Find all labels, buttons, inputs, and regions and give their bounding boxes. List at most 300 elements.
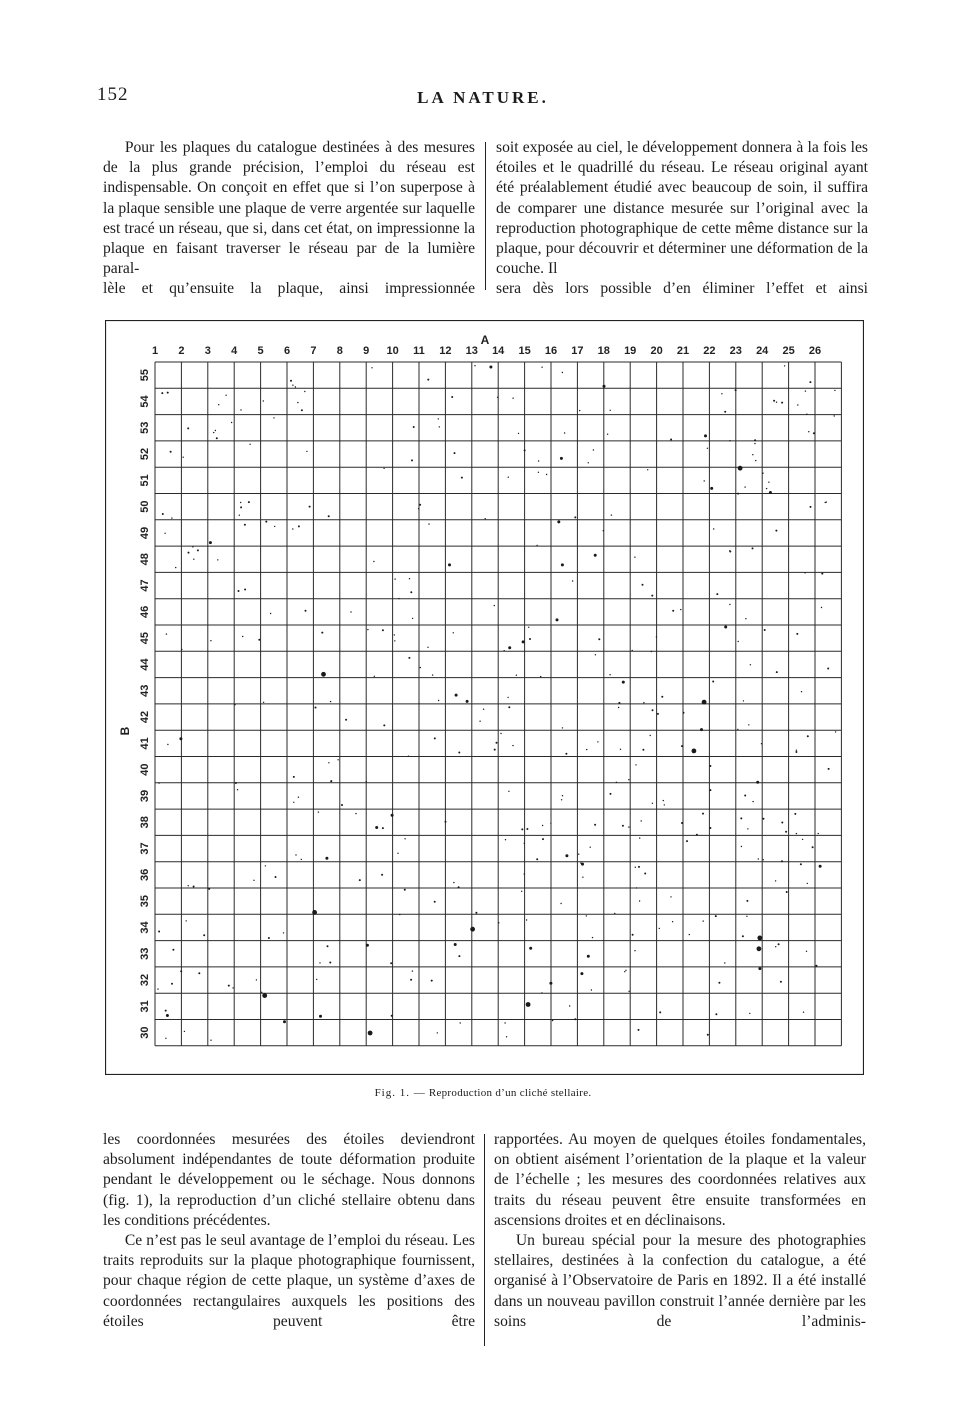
star-dot — [611, 514, 612, 515]
star-dot — [796, 633, 798, 635]
row-label: 37 — [138, 842, 151, 855]
row-label: 46 — [138, 605, 151, 618]
star-dot — [529, 638, 531, 640]
star-dot — [778, 943, 780, 945]
star-dot — [729, 440, 730, 441]
star-dot — [755, 460, 756, 461]
column-label: 13 — [465, 345, 478, 357]
star-dot — [458, 955, 460, 957]
star-dot — [399, 914, 400, 915]
star-dot — [494, 749, 496, 751]
row-label: 42 — [138, 710, 151, 724]
star-dot — [761, 743, 762, 744]
star-dot — [235, 782, 237, 784]
star-dot — [161, 392, 163, 394]
star-dot — [795, 751, 797, 753]
star-dot — [275, 876, 277, 878]
star-dot — [590, 847, 591, 848]
star-dot — [305, 610, 307, 612]
star-dot — [218, 404, 219, 405]
star-dot — [179, 737, 182, 740]
star-dot — [810, 506, 812, 508]
star-dot — [167, 744, 168, 745]
star-dot — [700, 728, 703, 731]
star-dot — [434, 737, 436, 739]
star-dot — [721, 393, 722, 394]
star-dot — [818, 833, 819, 834]
star-dot — [451, 396, 453, 398]
star-dot — [628, 991, 629, 992]
star-dot — [157, 988, 158, 989]
star-dot — [508, 706, 510, 708]
star-dot — [526, 828, 528, 830]
star-dot — [268, 937, 270, 939]
star-dot — [781, 822, 783, 824]
star-dot — [394, 640, 395, 641]
star-dot — [240, 409, 241, 410]
star-dot — [408, 657, 410, 659]
star-dot — [750, 664, 751, 665]
star-dot — [651, 595, 653, 597]
star-dot — [536, 545, 537, 546]
star-dot — [735, 389, 737, 391]
star-dot — [561, 563, 564, 566]
paragraph: Un bureau spécial pour la mesure des photographies stellaires, destinées à la confection du catalogue, a été organisé à l’Observatoire de Paris en 1892. Il a été installé dans un nouveau pavillon construit l’année dernière par les soins de l’adminis- — [494, 1232, 866, 1330]
column-label: 12 — [439, 345, 452, 357]
star-dot — [709, 789, 711, 791]
star-dot — [572, 580, 573, 581]
marker-a-label: A — [480, 333, 490, 347]
star-dot — [315, 707, 317, 709]
star-dot — [167, 392, 169, 394]
star-dot — [773, 400, 775, 402]
star-dot — [455, 694, 458, 697]
star-dot — [489, 366, 492, 369]
star-dot — [359, 879, 361, 881]
row-label: 39 — [138, 789, 151, 803]
star-dot — [704, 480, 705, 481]
star-dot — [764, 629, 766, 631]
star-dot — [808, 431, 809, 432]
column-label: 15 — [518, 345, 531, 357]
star-dot — [274, 526, 275, 527]
column-label: 16 — [544, 345, 558, 357]
star-dot — [498, 922, 499, 923]
top-right-column — [496, 138, 868, 300]
star-dot — [253, 880, 254, 881]
star-dot — [505, 839, 506, 840]
star-dot — [350, 611, 351, 612]
star-dot — [164, 533, 165, 534]
star-dot — [412, 618, 413, 619]
row-label: 44 — [138, 658, 151, 671]
star-dot — [724, 962, 725, 963]
star-dot — [240, 502, 241, 503]
star-dot — [306, 451, 307, 452]
star-dot — [758, 967, 761, 970]
star-dot — [650, 735, 651, 736]
star-dot — [165, 1010, 167, 1012]
star-dot — [337, 759, 338, 760]
star-dot — [689, 934, 690, 935]
star-dot — [210, 1040, 211, 1041]
figure-frame — [106, 321, 864, 1075]
star-dot — [786, 891, 788, 893]
star-dot — [638, 866, 640, 868]
star-dot — [244, 589, 246, 591]
star-dot — [796, 833, 797, 834]
star-dot — [210, 640, 211, 641]
star-dot — [594, 554, 597, 557]
star-dot — [518, 433, 519, 434]
column-label: 3 — [204, 345, 211, 357]
column-label: 1 — [151, 345, 159, 357]
star-dot — [312, 910, 317, 915]
star-dot — [209, 541, 212, 544]
star-dot — [628, 779, 629, 780]
star-dot — [374, 676, 375, 677]
reseau-grid — [155, 362, 841, 1046]
star-plate-grid — [105, 320, 864, 1075]
star-dot — [528, 627, 529, 628]
star-dot — [664, 804, 665, 805]
star-dot — [188, 552, 190, 554]
star-dot — [213, 432, 214, 433]
top-left-column — [103, 138, 475, 300]
star-dot — [565, 854, 568, 857]
star-dot — [569, 1005, 570, 1006]
row-label: 33 — [138, 947, 151, 960]
star-dot — [819, 865, 822, 868]
star-dot — [635, 867, 636, 868]
star-dot — [445, 821, 447, 823]
star-dot — [439, 426, 440, 427]
star-dot — [609, 674, 610, 675]
star-dot — [610, 793, 612, 795]
star-dot — [741, 846, 742, 847]
star-dot — [729, 604, 730, 605]
star-dot — [331, 780, 332, 781]
star-dot — [448, 563, 451, 566]
star-dot — [729, 551, 731, 553]
star-dot — [805, 390, 806, 391]
star-dot — [373, 561, 374, 562]
star-dot — [744, 795, 746, 797]
star-dot — [512, 745, 513, 746]
star-dot — [724, 626, 727, 629]
star-dot — [231, 422, 232, 423]
row-label: 54 — [138, 395, 151, 408]
star-dot — [234, 704, 235, 705]
star-dot — [806, 414, 807, 415]
column-label: 2 — [178, 345, 185, 357]
star-dot — [367, 629, 368, 630]
star-dot — [470, 927, 475, 932]
star-dot — [263, 400, 264, 401]
page-number: 152 — [97, 84, 129, 105]
star-dot — [603, 385, 606, 388]
star-dot — [642, 584, 644, 586]
star-dot — [591, 989, 592, 990]
star-dot — [192, 546, 193, 547]
star-dot — [309, 506, 311, 508]
star-dot — [561, 799, 562, 800]
star-dot — [391, 1015, 393, 1017]
star-dot — [418, 508, 419, 509]
star-dot — [158, 782, 159, 783]
star-dot — [746, 916, 747, 917]
column-rule — [485, 142, 486, 290]
star-dot — [431, 980, 433, 982]
star-dot — [747, 828, 748, 829]
star-dot — [538, 460, 539, 461]
star-dot — [659, 1011, 661, 1013]
column-label: 24 — [756, 345, 769, 357]
star-dot — [500, 733, 501, 734]
column-label: 4 — [231, 345, 238, 357]
star-dot — [826, 501, 827, 502]
star-dot — [366, 781, 367, 782]
star-dot — [812, 846, 814, 848]
star-dot — [397, 853, 398, 854]
star-dot — [496, 742, 498, 744]
star-dot — [293, 802, 294, 803]
column-rule — [484, 1134, 485, 1346]
star-dot — [704, 434, 707, 437]
star-dot — [562, 727, 563, 728]
star-dot — [382, 629, 384, 631]
row-label: 51 — [138, 474, 151, 487]
star-dot — [258, 639, 260, 641]
star-dot — [581, 863, 584, 866]
star-dot — [239, 515, 240, 516]
star-dot — [595, 654, 596, 655]
star-dot — [738, 641, 739, 642]
column-label: 20 — [650, 345, 663, 357]
star-dot — [270, 613, 271, 614]
star-dot — [249, 444, 250, 445]
star-dot — [710, 487, 713, 490]
row-label: 38 — [138, 816, 151, 829]
column-label: 22 — [703, 345, 716, 357]
star-dot — [639, 900, 640, 901]
column-label: 6 — [283, 345, 291, 357]
star-dot — [797, 404, 798, 405]
star-dot — [398, 598, 399, 599]
star-dot — [328, 762, 329, 763]
star-dot — [217, 559, 218, 560]
star-dot — [298, 525, 300, 527]
star-dot — [709, 765, 711, 767]
star-dot — [827, 668, 829, 670]
star-dot — [652, 709, 654, 711]
star-dot — [713, 528, 714, 529]
star-dot — [215, 430, 216, 431]
row-label: 48 — [138, 553, 151, 566]
star-dot — [438, 700, 439, 701]
star-dot — [262, 993, 267, 998]
star-dot — [158, 931, 160, 933]
star-dot — [321, 672, 326, 677]
star-dot — [707, 448, 708, 449]
star-dot — [458, 752, 460, 754]
star-dot — [404, 838, 405, 839]
row-label: 31 — [138, 1000, 151, 1013]
star-dot — [594, 824, 596, 826]
star-dot — [540, 676, 541, 677]
star-dot — [574, 1018, 576, 1020]
star-dot — [607, 434, 608, 435]
star-dot — [796, 750, 797, 751]
star-dot — [432, 674, 433, 675]
star-dot — [628, 826, 629, 827]
star-dot — [345, 719, 347, 721]
star-dot — [197, 549, 199, 551]
star-dot — [175, 567, 176, 568]
star-dot — [371, 367, 372, 368]
star-dot — [634, 557, 635, 558]
star-dot — [785, 831, 787, 833]
star-dot — [295, 386, 296, 387]
star-dot — [504, 650, 505, 651]
star-dot — [752, 547, 754, 549]
row-label: 32 — [138, 973, 151, 987]
row-label: 30 — [138, 1026, 151, 1039]
star-dot — [632, 650, 633, 651]
star-dot — [757, 946, 762, 951]
star-dot — [652, 803, 653, 804]
star-dot — [737, 493, 739, 495]
star-dot — [453, 882, 454, 883]
star-dot — [574, 516, 576, 518]
star-dot — [560, 457, 563, 460]
star-dot — [707, 1034, 709, 1036]
caption-text: Reproduction d’un cliché stellaire. — [428, 1087, 592, 1099]
star-dot — [283, 1020, 286, 1023]
paragraph-continued: lèle et qu’ensuite la plaque, ainsi impressionnée — [103, 280, 475, 298]
star-dot — [529, 947, 532, 950]
star-dot — [454, 452, 456, 454]
star-dot — [582, 877, 583, 878]
star-dot — [703, 920, 704, 921]
star-dot — [635, 764, 636, 765]
star-dot — [834, 390, 835, 391]
star-dot — [411, 459, 413, 461]
star-dot — [546, 474, 547, 475]
star-dot — [170, 451, 172, 453]
star-dot — [709, 827, 711, 829]
star-dot — [696, 834, 698, 836]
row-label: 41 — [138, 737, 151, 750]
star-dot — [542, 838, 544, 840]
star-dot — [524, 449, 526, 451]
star-dot — [642, 749, 644, 751]
star-dot — [807, 883, 808, 884]
star-dot — [754, 439, 756, 441]
column-label: 11 — [413, 345, 425, 357]
star-dot — [541, 992, 542, 993]
star-dot — [801, 691, 802, 692]
star-dot — [636, 887, 637, 888]
star-dot — [586, 749, 587, 750]
star-dot — [301, 409, 303, 411]
star-dot — [394, 634, 395, 635]
star-dot — [524, 843, 525, 844]
star-dot — [193, 886, 195, 888]
star-dot — [248, 501, 250, 503]
star-dot — [516, 675, 517, 676]
star-dot — [620, 749, 621, 750]
star-dot — [580, 972, 583, 975]
star-dot — [803, 1012, 804, 1013]
column-label: 14 — [492, 345, 505, 357]
star-dot — [618, 702, 620, 704]
star-dot — [198, 972, 200, 974]
star-dot — [521, 828, 523, 830]
star-dot — [659, 928, 660, 929]
star-dot — [754, 443, 755, 444]
paragraph-continued: sera dès lors possible d’en éliminer l’effet et ainsi — [496, 280, 868, 298]
star-dot — [171, 983, 173, 985]
star-dot — [680, 609, 681, 610]
star-dot — [238, 590, 240, 592]
star-dot — [562, 372, 563, 373]
star-dot — [763, 859, 764, 860]
star-dot — [180, 970, 182, 972]
star-dot — [263, 702, 264, 703]
star-dot — [466, 700, 469, 703]
star-dot — [454, 943, 457, 946]
star-dot — [341, 804, 343, 806]
star-dot — [321, 632, 323, 634]
star-dot — [526, 1002, 531, 1007]
star-dot — [744, 486, 745, 487]
row-label: 50 — [138, 500, 151, 513]
star-dot — [290, 380, 292, 382]
star-dot — [578, 854, 579, 855]
star-dot — [536, 858, 538, 860]
star-dot — [506, 1036, 507, 1037]
row-label: 47 — [138, 579, 151, 592]
star-dot — [769, 491, 772, 494]
star-dot — [171, 517, 172, 518]
star-dot — [656, 636, 657, 637]
row-label: 43 — [138, 684, 151, 697]
star-dot — [413, 426, 415, 428]
star-dot — [816, 965, 818, 967]
column-label: 7 — [310, 345, 317, 357]
star-dot — [508, 791, 509, 792]
star-dot — [686, 840, 688, 842]
star-dot — [292, 385, 293, 386]
star-dot — [592, 937, 593, 938]
star-dot — [749, 1013, 750, 1014]
paragraph: Pour les plaques du catalogue destinées à des mesures de la plus grande précision, l’emploi du réseau est indispensable. On conçoit en effet que si l’on superpose à la plaque sensible une plaque de verre argentée sur laquelle est tracé un réseau, que si, dans cet état, on impressionne la plaque en faisant traverser le réseau par de la lumière paral- — [103, 139, 475, 278]
star-dot — [458, 886, 460, 888]
column-label: 17 — [571, 345, 584, 357]
column-label: 21 — [676, 345, 690, 357]
star-plate-figure — [105, 320, 864, 1075]
paragraph: Ce n’est pas le seul avantage de l’emploi du réseau. Les traits reproduits sur la plaque photographique fournissent, pour chaque région de cette plaque, un système d’axes de coordonnées rectangulaires auxquels les positions des étoiles peuvent être — [103, 1232, 475, 1330]
star-dot — [283, 932, 284, 933]
star-images — [157, 365, 836, 1041]
star-dot — [644, 873, 646, 875]
star-dot — [390, 962, 392, 964]
star-dot — [681, 822, 683, 824]
star-dot — [541, 367, 542, 368]
row-label: 49 — [138, 526, 151, 540]
star-dot — [188, 885, 189, 886]
